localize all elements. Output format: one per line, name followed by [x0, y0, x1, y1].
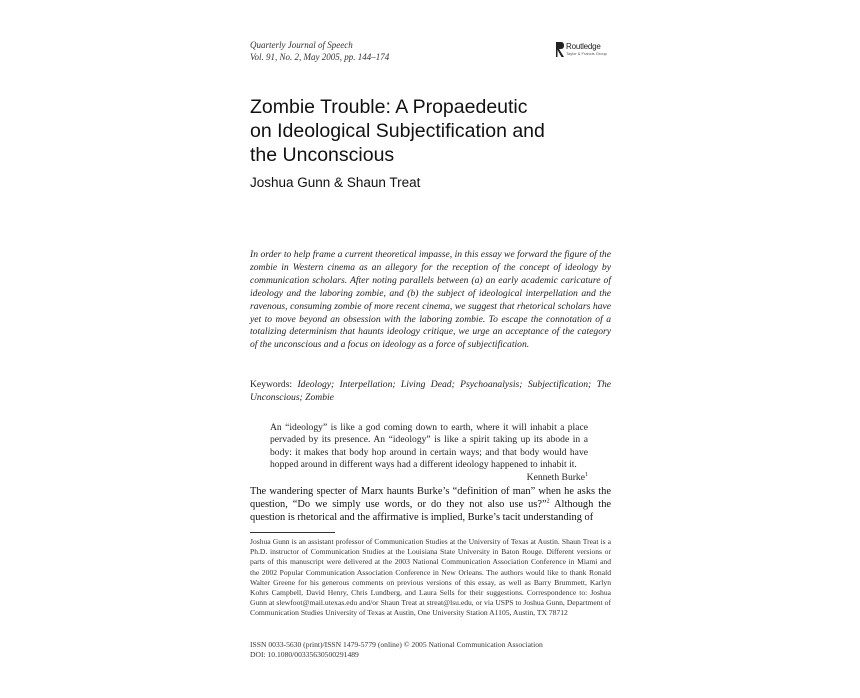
epigraph-text: An “ideology” is like a god coming down to earth, where it will inhabit a place pervaded by its presence. An “ideology” is like a spirit taking up its abode in a body: it makes that body hop around in certain ways; and that body would have hopped around in different ways had a different ideology happened to inhabit it.: [270, 422, 588, 471]
footnote-mark-2: 2: [546, 498, 550, 505]
publisher-logo: [555, 41, 615, 59]
issn-line: ISSN 0033-5630 (print)/ISSN 1479-5779 (online) © 2005 National Communication Association: [250, 640, 543, 649]
doi-line: DOI: 10.1080/00335630500291489: [250, 650, 359, 660]
keywords-text: Ideology; Interpellation; Living Dead; Psychoanalysis; Subjectification; The Unconscious; Zombie: [250, 379, 611, 403]
epigraph-attribution: [270, 472, 588, 484]
footnote-divider: [250, 532, 335, 533]
title-line-1: Zombie Trouble: A Propaedeutic: [250, 96, 528, 118]
article-authors: Joshua Gunn & Shaun Treat: [250, 175, 421, 190]
title-line-2: on Ideological Subjectification and: [250, 120, 545, 142]
footnote-mark-1: 1: [585, 471, 588, 478]
journal-name: Quarterly Journal of Speech: [250, 40, 353, 50]
abstract: In order to help frame a current theoretical impasse, in this essay we forward the figure of the zombie in Western cinema as an allegory for the reception of the concept of ideology by communication scholars. After noting parallels between (a) an early academic caricature of ideology and the laboring zombie, and (b) the subject of ideological interpellation and the ravenous, consuming zombie of more recent cinema, we suggest that rhetorical scholars have yet to move beyond an obsession with the laboring zombie. To escape the connotation of a totalizing determinism that haunts ideology critique, we urge an acceptance of the category of the unconscious and a focus on ideology as a force of subjectification.: [250, 249, 611, 351]
publication-info: [250, 640, 611, 661]
publisher-name: Routledge: [566, 42, 601, 51]
epigraph: [270, 422, 588, 484]
publisher-subtitle: Taylor & Francis Group: [566, 51, 607, 56]
keywords-label: Keywords:: [250, 379, 293, 390]
epigraph-author: Kenneth Burke: [526, 471, 585, 483]
body-text-a: The wandering specter of Marx haunts Burke’s “definition of man” when he asks the question, “Do we simply use words, or do they not also use us?”: [250, 486, 611, 511]
journal-volume: Vol. 91, No. 2, May 2005, pp. 144–174: [250, 52, 390, 62]
article-title: [250, 95, 630, 167]
keywords: [250, 379, 611, 405]
author-footnote: Joshua Gunn is an assistant professor of Communication Studies at the University of Texas at Austin. Shaun Treat is a Ph.D. instructor of Communication Studies at the Louisiana State University in Baton Rouge. Different versions or parts of this manuscript were delivered at the 2003 National Communication Association Conference in Miami and the 2002 Popular Communication Association Conference in New Orleans. The authors would like to thank Ronald Walter Greene for his generous comments on previous versions of this essay, as well as Barry Brummett, Karlyn Kohrs Campbell, David Henry, Chris Lundberg, and Laura Sells for their suggestions. Correspondence to: Joshua Gunn at slewfoot@mail.utexas.edu and/or Shaun Treat at streat@lsu.edu, or via USPS to Joshua Gunn, Department of Communication Studies University of Texas at Austin, One University Station A1105, Austin, TX 78712: [250, 537, 611, 618]
body-paragraph: [250, 485, 611, 525]
body-text-b: Although the question is rhetorical and the affirmative is implied, Burke’s tacit understanding of: [250, 499, 611, 524]
journal-header: [250, 39, 389, 63]
title-line-3: the Unconscious: [250, 144, 395, 166]
